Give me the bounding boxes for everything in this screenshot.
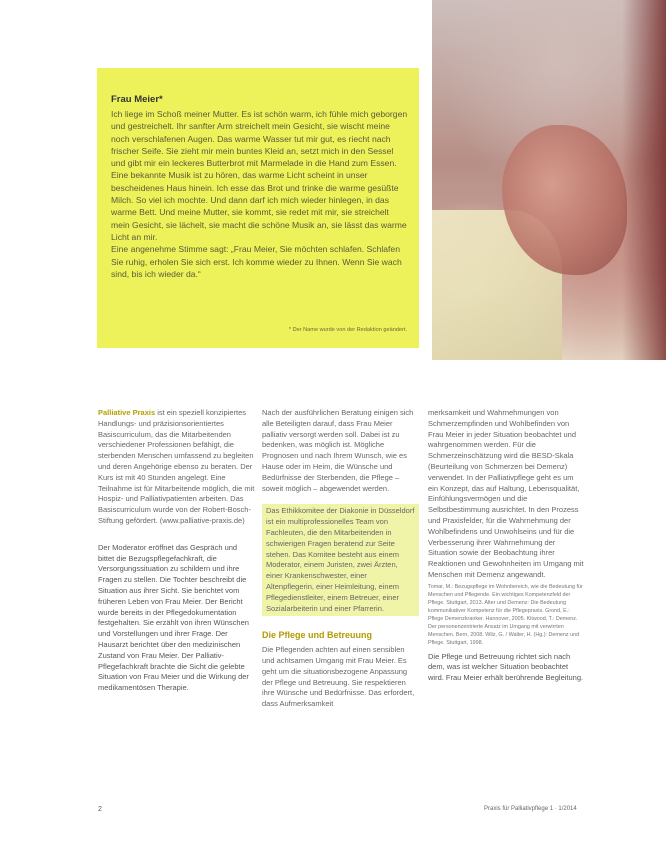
story-paragraph: Ich liege im Schoß meiner Mutter. Es ist schön warm, ich fühle mich geborgen und gestreichelt. Ihr sanfter Arm streichelt mein Gesicht, sie wischt meine noch verschlafenen Augen. Das warme Wasser tut mir gut, es riecht nach frischer Seife. Sie zieht mir mein buntes Kleid an, setzt mich in den Sessel und gibt mir ein leckeres Butterbrot mit Marmelade in die Hand zum Essen. Eine bekannte Musik ist zu hören, das warme Licht scheint in unser bescheidenes Haus hinein. Ich esse das Brot und trinke die warme gesüßte Milch. So viel ich mochte. Und dann darf ich mich wieder hinlegen, in das warme Bett. Und meine Mutter, sie kommt, sie redet mit mir, sie streichelt mein Gesicht, sie lächelt, sie macht die schöne Musik an, sie lässt das warme Licht an mir.	[111, 109, 408, 242]
photo-shadow	[622, 0, 666, 360]
body-paragraph: Nach der ausführlichen Beratung einigen sich alle Beteiligten darauf, dass Frau Meier palliativ versorgt werden soll. Dabei ist zu bedenken, was möglich ist. Mögliche Prognosen und nach Ihrem Wunsch, wie es Hause oder im Heim, die Wünsche und Bedürfnisse der Sterbenden, die Pflege – soweit möglich – abgewendet werden.	[262, 408, 414, 493]
section-heading: Die Pflege und Betreuung	[262, 630, 373, 641]
story-text	[111, 108, 409, 280]
body-paragraph: Der Moderator eröffnet das Gespräch und bittet die Bezugspflegefachkraft, die Versorgungssituation zu schildern und ihre Fragen zu stellen. Die Tochter beschreibt die Situation aus ihrer Sicht. Sie berichtet vom früheren Leben von Frau Meier. Der Bericht wurde bereits in der Pflegedokumentation festgehalten. Sie erzählt von ihren Wünschen und Vorstellungen und ihrer Frage. Der Hausarzt berichtet über den medizinischen Zustand von Frau Meier. Der Palliativ-Pflegefachkraft brachte die Sicht die gelebte Situation von Frau Meier und die Wirkung der medikamentösen Therapie.	[98, 542, 249, 693]
story-footnote: * Der Name wurde von der Redaktion geändert.	[288, 327, 407, 333]
column-right	[428, 408, 585, 684]
body-paragraph: Die Pflege und Betreuung richtet sich nach dem, was ist welcher Situation beobachtet wird. Frau Meier erhält berührende Begleitung.	[428, 651, 584, 683]
story-paragraph: Eine angenehme Stimme sagt: „Frau Meier, Sie möchten schlafen. Schlafen Sie ruhig, erholen Sie sich erst. Ich komme wieder zu Ihnen. Wenn Sie wach sind, bis ich wieder da.“	[111, 244, 402, 279]
column-left	[98, 408, 255, 694]
column-middle	[262, 408, 419, 710]
lead-term: Palliative Praxis	[98, 408, 156, 417]
photo-elderly-hands	[432, 0, 666, 360]
journal-footer: Praxis für Palliativpflege 1 · 1/2014	[484, 806, 577, 812]
body-paragraph: Die Pflegenden achten auf einen sensiblen und achtsamen Umgang mit Frau Meier. Es geht um die situationsbezogene Anpassung der Pflege und Betreuung. Sie respektieren ihre Wünsche und Bedürfnisse. Das erfordert, dass Aufmerksamkeit	[262, 645, 415, 709]
body-paragraph: merksamkeit und Wahrnehmungen von Schmerzempfinden und Wohlbefinden von Frau Meier in jeder Situation beobachtet und wahrgenommen werden. Für die Schmerzeinschätzung wird die BESD-Skala (Beurteilung von Schmerzen bei Demenz) verwendet. In der Palliativpflege geht es um ein Konzept, das auf Haltung, Lebensqualität, Einfühlungsvermögen und die Selbstbestimmung ausrichtet. In den Prozess und Praxisfelder, für die Wahrnehmung der Wohlbefindens und Unwohlseins und für die Verbesserung ihrer Wahrnehmung der Situation sowie der Beobachtung ihrer Reaktionen und Gewohnheiten im Umgang mit Menschen mit Demenz angewandt.	[428, 408, 584, 579]
story-box	[97, 68, 419, 348]
ethics-info-box: Das Ethikkomitee der Diakonie in Düsseldorf ist ein multiprofessionelles Team von Fachleuten, die den Mitarbeitenden in schwierigen Fragen beratend zur Seite stehen. Das Komitee besteht aus einem Moderator, einem Juristen, zwei Ärzten, einer Krankenschwester, einer Altenpflegerin, einer Heimleitung, einem Pflegedienstleiter, einem Betreuer, einer Sozialarbeiterin und einer Pfarrerin.	[262, 504, 419, 616]
info-text: ist ein speziell konzipiertes Handlungs- und präzisionsorientiertes Basiscurriculum, das die Mitarbeitenden verschiedener Professionen befähigt, die sterbenden Menschen umfassend zu begleiten und deren Angehörige ebenso zu beraten. Der Kurs ist mit 40 Stunden angelegt. Eine Teilnahme ist für Mitarbeitende möglich, die mit Hospiz- und Palliativpatienten arbeiten. Das Basiscurriculum wurde von der Robert-Bosch-Stiftung gefördert. (www.palliative-praxis.de)	[98, 408, 255, 525]
reference-list: Tomar, M.: Bezugspflege im Wohnbereich, wie die Bedeutung für Menschen und Pflegende. Ein wichtiges Kompetenzfeld der Pflege. Stuttgart, 2013. Alter und Demenz: Die Bedeutung kommunikativer Kompetenz für die Pflegepraxis. Grond, E.: Pflege Demenzkranker. Hannover, 2005. Kitwood, T.: Demenz. Der personenzentrierte Ansatz im Umgang mit verwirrten Menschen. Bern, 2008. Wilz, G. / Walter, H. (Hg.): Demenz und Pflege. Stuttgart, 1998.	[428, 583, 583, 647]
info-paragraph	[98, 408, 255, 527]
story-title: Frau Meier*	[111, 94, 163, 105]
page-number: 2	[98, 806, 102, 813]
